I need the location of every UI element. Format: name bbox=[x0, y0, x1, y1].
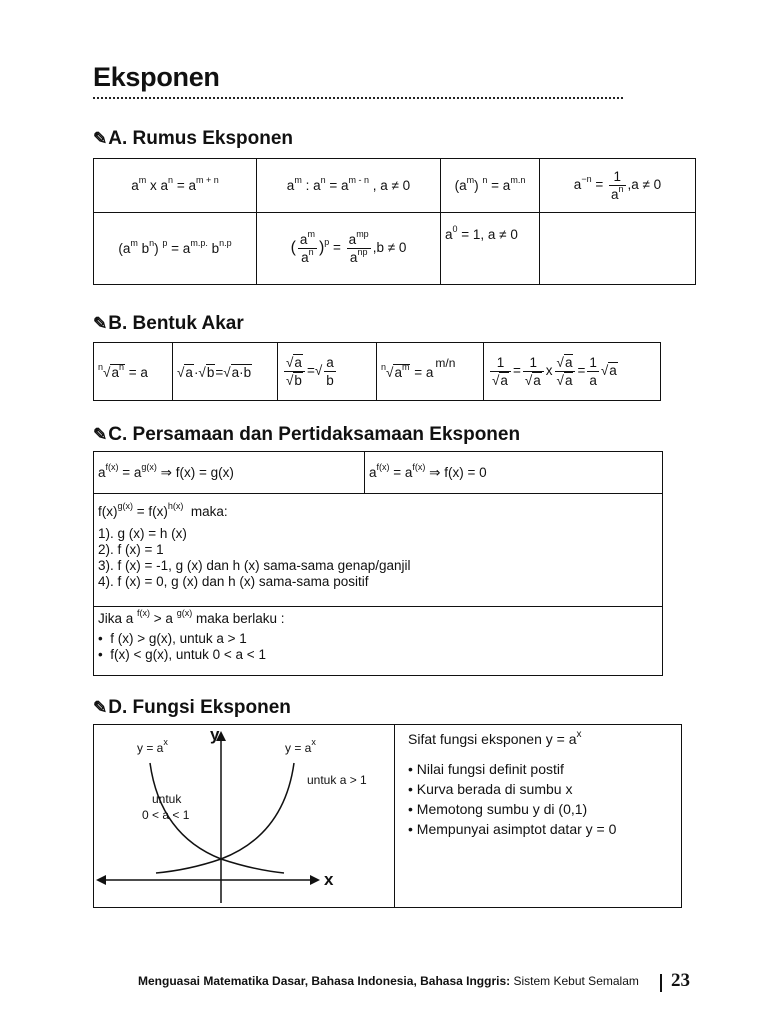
rule-same-base: $a^{f(x)} = a^{g(x)}$ ⇒ f(x) = g(x) bbox=[94, 452, 365, 494]
section-c-title: C. Persamaan dan Pertidaksamaan Eksponen bbox=[108, 424, 521, 445]
prop-item: Nilai fungsi definit postif bbox=[416, 761, 564, 777]
bullet-icon: • bbox=[98, 647, 103, 662]
pencil-icon: ✎ bbox=[93, 314, 108, 333]
x-axis-arrow-left bbox=[96, 875, 106, 885]
section-d-title: D. Fungsi Eksponen bbox=[108, 697, 291, 718]
y-axis-label: y bbox=[210, 725, 220, 744]
formula-root-product: √a·√b=√a·b bbox=[173, 343, 278, 401]
formula-root-power: $^n√a^n = a$ bbox=[94, 343, 173, 401]
persamaan-eksponen-table bbox=[93, 451, 663, 676]
formula-product-power: ($a^m$ $b^n$) $^p = a^{m.p.}$ $b^{n.p}$ bbox=[94, 213, 257, 285]
page-number: 23 bbox=[671, 970, 690, 991]
rule-zero: $a^{f(x)} = a^{f(x)}$ ⇒ f(x) = 0 bbox=[365, 452, 663, 494]
prop-item: Mempunyai asimptot datar y = 0 bbox=[416, 821, 617, 837]
empty-cell bbox=[540, 213, 696, 285]
footer-text bbox=[138, 974, 639, 988]
right-cond: untuk a > 1 bbox=[307, 773, 367, 787]
pencil-icon: ✎ bbox=[93, 425, 108, 444]
rule-inequality: Jika a $^{f(x)}$ > a $^{g(x)}$ maka berlaku : • f (x) > g(x), untuk a > 1 • f(x) < g(x), untuk 0 < a < 1 bbox=[94, 607, 663, 676]
rule2-intro: maka: bbox=[190, 504, 228, 519]
bentuk-akar-table bbox=[93, 342, 661, 401]
rule2-item: 4). f (x) = 0, g (x) dan h (x) sama-sama positif bbox=[98, 574, 369, 589]
section-a-title: A. Rumus Eksponen bbox=[108, 128, 293, 149]
section-a-heading bbox=[93, 128, 293, 150]
prop-item: Kurva berada di sumbu x bbox=[416, 781, 573, 797]
formula-product: $a^m$ x $a^n = a^{m + n}$ bbox=[94, 159, 257, 213]
formula-root-fractional: $^n√a^m = a^{m/n}$ bbox=[377, 343, 484, 401]
rule-same-power: $f(x)^{g(x)} = f(x)^{h(x)}$ maka: 1). g (x) = h (x) 2). f (x) = 1 3). f (x) = -1, g (x) dan h (x) sama-sama genap/ganjil 4). f (x) = 0, g (x) dan h (x) sama-sama positif bbox=[94, 494, 663, 607]
rumus-eksponen-table bbox=[93, 158, 696, 285]
props-list bbox=[408, 759, 616, 839]
section-c-heading bbox=[93, 424, 520, 446]
pencil-icon: ✎ bbox=[93, 698, 108, 717]
rule2-item: 1). g (x) = h (x) bbox=[98, 526, 187, 541]
box-divider bbox=[394, 725, 395, 907]
props-title: Sifat fungsi eksponen $y = a^x$ bbox=[408, 729, 582, 747]
bullet-icon: • bbox=[408, 821, 413, 837]
bullet-icon: • bbox=[98, 631, 103, 646]
formula-fraction-power: ( $\frac{a^m}{a^n}$ )$^p$ = $\frac{a^{mp}}{a^{np}}$ ,b ≠ 0 bbox=[257, 213, 441, 285]
bullet-icon: • bbox=[408, 781, 413, 797]
title-divider bbox=[93, 97, 623, 99]
left-cond-2: 0 < a < 1 bbox=[142, 808, 190, 822]
footer-bold: Menguasai Matematika Dasar, Bahasa Indonesia, Bahasa Inggris: bbox=[138, 974, 511, 988]
page-title: Eksponen bbox=[93, 62, 220, 92]
pencil-icon: ✎ bbox=[93, 129, 108, 148]
rule2-item: 3). f (x) = -1, g (x) dan h (x) sama-sama genap/ganjil bbox=[98, 558, 411, 573]
formula-negative: $a^{-n}$ = $\frac{1}{a^n}$ ,a ≠ 0 bbox=[540, 159, 696, 213]
x-axis-label: x bbox=[324, 870, 334, 889]
right-curve-label: $y = a^x$ bbox=[285, 737, 316, 755]
bullet-icon: • bbox=[408, 801, 413, 817]
section-d-heading bbox=[93, 697, 291, 719]
rule3-item: f(x) < g(x), untuk 0 < a < 1 bbox=[110, 647, 266, 662]
formula-zero-power: $a^0 = 1$, a ≠ 0 bbox=[441, 213, 540, 285]
formula-rationalize: $\frac{1}{√a}$ = $\frac{1}{√a}$ x $\frac{√a}{√a}$ = $\frac{1}{a}$ √a bbox=[484, 343, 661, 401]
footer-divider bbox=[660, 974, 662, 992]
footer-normal: Sistem Kebut Semalam bbox=[513, 974, 639, 988]
x-axis-arrow-right bbox=[310, 875, 320, 885]
left-curve-label: $y = a^x$ bbox=[137, 737, 168, 755]
bullet-icon: • bbox=[408, 761, 413, 777]
formula-power: $(a^m) ^n = a^{m.n}$ bbox=[441, 159, 540, 213]
fungsi-eksponen-box bbox=[93, 724, 682, 908]
left-cond-1: untuk bbox=[152, 792, 182, 806]
section-b-heading bbox=[93, 313, 244, 335]
formula-root-quotient: $\frac{√a}{√b}$ =√ $\frac{a}{b}$ bbox=[278, 343, 377, 401]
formula-quotient: $a^m$ : $a^n = a^{m - n}$ , a ≠ 0 bbox=[257, 159, 441, 213]
section-b-title: B. Bentuk Akar bbox=[108, 313, 244, 334]
prop-item: Memotong sumbu y di (0,1) bbox=[416, 801, 588, 817]
rule3-item: f (x) > g(x), untuk a > 1 bbox=[110, 631, 247, 646]
rule3-intro: maka berlaku : bbox=[195, 611, 285, 626]
rule2-item: 2). f (x) = 1 bbox=[98, 542, 164, 557]
